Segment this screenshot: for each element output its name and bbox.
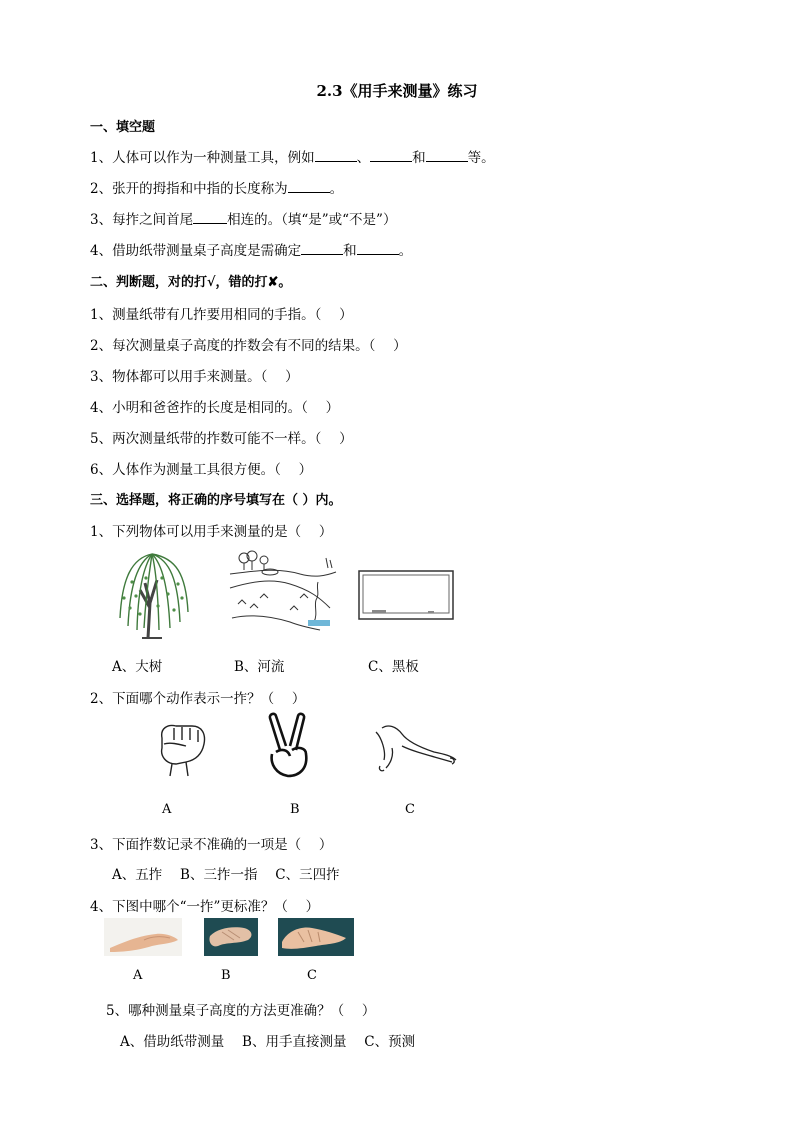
question-1-1: 1、人体可以作为一种测量工具，例如 、 和 等。 [90,150,495,166]
choice-question-5: 5、哪种测量桌子高度的方法更准确？（ ） [106,1003,376,1019]
choice-question-3-options[interactable]: A、五拃 B、三拃一指 C、三四拃 [112,867,340,883]
section-heading-fill-blank: 一、填空题 [90,120,156,135]
v-sign-icon [262,712,318,782]
question-1-3: 3、每拃之间首尾 相连的。（填“是”或“不是”） [90,212,397,228]
option-b-v-sign[interactable]: B [290,802,300,817]
answer-blank[interactable] [193,211,227,224]
option-c-hand-span[interactable]: C [405,802,415,817]
section-heading-true-false: 二、判断题，对的打√，错的打✘。 [90,275,292,290]
choice-question-2: 2、下面哪个动作表示一拃？（ ） [90,691,306,707]
question-1-4: 4、借助纸带测量桌子高度是需确定 和 。 [90,243,413,259]
page-title: 2.3《用手来测量》练习 [316,82,478,100]
hand-photo-a-image [104,918,182,956]
judge-item-3: 3、物体都可以用手来测量。（ ） [90,369,299,385]
judge-item-6: 6、人体作为测量工具很方便。（ ） [90,462,313,478]
option-c-photo[interactable]: C [307,968,317,983]
choice-question-4: 4、下图中哪个“一拃”更标准？（ ） [90,899,320,915]
option-b-river[interactable]: B、河流 [234,659,285,675]
river-image [230,548,336,632]
judge-item-1: 1、测量纸带有几拃要用相同的手指。（ ） [90,307,353,323]
judge-item-2: 2、每次测量桌子高度的拃数会有不同的结果。（ ） [90,338,407,354]
answer-blank[interactable] [370,149,412,162]
hand-span-icon [372,718,460,774]
answer-blank[interactable] [288,180,330,193]
section-heading-multiple-choice: 三、选择题，将正确的序号填写在（ ）内。 [90,493,342,508]
option-b-photo[interactable]: B [221,968,231,983]
willow-tree-image [112,548,192,640]
question-1-2: 2、张开的拇指和中指的长度称为 。 [90,181,344,197]
fist-icon [152,718,210,778]
hand-photo-c-image [278,918,354,956]
hand-photo-b-image [204,918,258,956]
answer-blank[interactable] [357,242,399,255]
option-a-photo[interactable]: A [133,968,143,983]
watermark-image [308,620,330,626]
answer-blank[interactable] [315,149,357,162]
option-a-fist[interactable]: A [162,802,172,817]
answer-blank[interactable] [301,242,343,255]
choice-question-3: 3、下面拃数记录不准确的一项是（ ） [90,837,333,853]
option-a-tree[interactable]: A、大树 [112,659,163,675]
choice-question-1: 1、下列物体可以用手来测量的是（ ） [90,524,333,540]
judge-item-4: 4、小明和爸爸拃的长度是相同的。（ ） [90,400,340,416]
blackboard-image [358,570,454,620]
answer-blank[interactable] [426,149,468,162]
option-c-blackboard[interactable]: C、黑板 [368,659,419,675]
choice-question-5-options[interactable]: A、借助纸带测量 B、用手直接测量 C、预测 [120,1034,416,1050]
judge-item-5: 5、两次测量纸带的拃数可能不一样。（ ） [90,431,353,447]
